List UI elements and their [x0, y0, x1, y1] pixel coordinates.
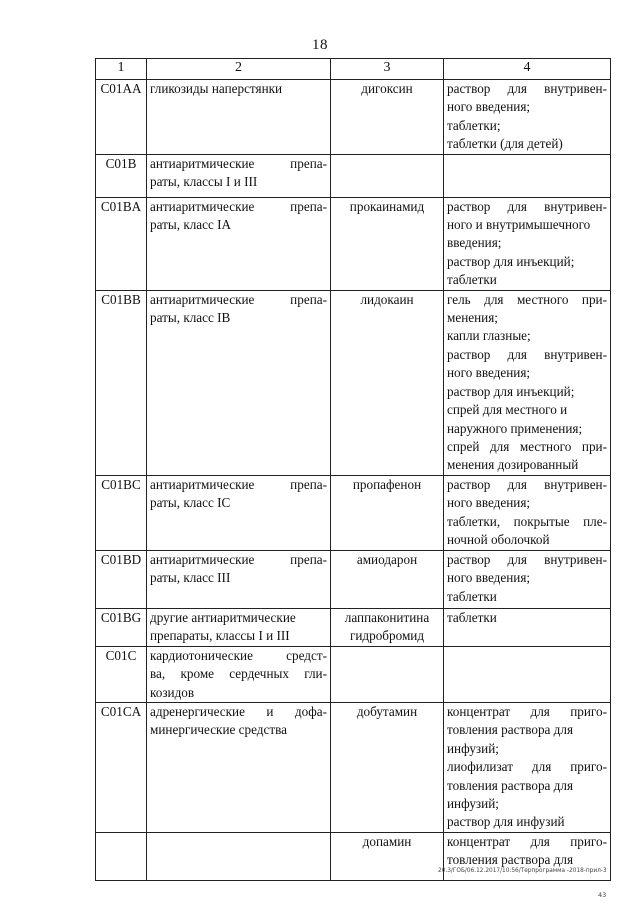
dosage-forms-line: таблетки — [447, 609, 497, 625]
dosage-forms-line: менения дозированный — [447, 457, 579, 473]
dosage-forms-line: капли глазные; — [447, 328, 531, 344]
pharmacological-group-line: гликозиды наперстянки — [150, 81, 283, 96]
dosage-forms-line: таблетки (для детей) — [447, 136, 563, 152]
document-footer: 20.3/ГОБ/06.12.2017/10:56/Терпрограмма -2018-прил-3 — [438, 868, 607, 874]
drug-name-line: пропафенон — [352, 476, 422, 492]
dosage-forms — [444, 608, 611, 646]
drug-name — [331, 197, 444, 290]
page-number: 18 — [312, 37, 328, 53]
pharmacological-group — [147, 702, 331, 832]
drug-name — [331, 154, 444, 197]
dosage-forms-line: товления раствора для — [447, 852, 574, 868]
pharmacological-group-line: другие антиаритмические — [150, 609, 296, 625]
pharmacological-group — [147, 832, 331, 880]
dosage-forms-line: раствор для внутривен- — [447, 198, 607, 214]
footer-page-number: 43 — [598, 891, 607, 899]
table-row — [96, 646, 611, 702]
pharmacological-group — [147, 80, 331, 155]
dosage-forms-line: таблетки; — [447, 117, 501, 133]
drug-name — [331, 550, 444, 608]
dosage-forms-line: ного и внутримышечного — [447, 217, 591, 233]
pharmacological-group — [147, 290, 331, 475]
pharmacological-group — [147, 646, 331, 702]
dosage-forms-line: ного введения; — [447, 495, 531, 511]
table-row — [96, 475, 611, 550]
atc-code: C01CA — [96, 702, 147, 832]
atc-code: C01BB — [96, 290, 147, 475]
dosage-forms — [444, 702, 611, 832]
pharmacological-group-line: раты, класс IA — [150, 217, 232, 233]
drug-name — [331, 832, 444, 880]
drug-name-line: дигоксин — [361, 81, 413, 96]
dosage-forms-line: гель для местного при- — [447, 291, 607, 307]
atc-code: C01BG — [96, 608, 147, 646]
pharmacological-group — [147, 475, 331, 550]
table-row — [96, 197, 611, 290]
pharmacological-group-line: антиаритмические препа- — [150, 476, 327, 492]
atc-code: C01BC — [96, 475, 147, 550]
pharmacological-group-line: раты, класс IB — [150, 310, 231, 326]
drug-name-line: прокаинамид — [349, 198, 425, 214]
drug-name — [331, 702, 444, 832]
dosage-forms-line: введения; — [447, 235, 502, 251]
dosage-forms-line: раствор для инъекций; — [447, 253, 575, 269]
drug-name — [331, 608, 444, 646]
drug-name — [331, 475, 444, 550]
drug-table — [95, 58, 611, 881]
header-col-1: 1 — [96, 59, 147, 80]
drug-name — [331, 646, 444, 702]
dosage-forms-line: товления раствора для — [447, 777, 574, 793]
drug-name-line: добутамин — [356, 703, 418, 719]
dosage-forms-line: раствор для внутривен- — [447, 551, 607, 567]
pharmacological-group-line: препараты, классы I и III — [150, 628, 290, 644]
dosage-forms-line: наружного применения; — [447, 420, 583, 436]
dosage-forms-line: ного введения; — [447, 365, 531, 381]
pharmacological-group-line: козидов — [150, 684, 195, 700]
drug-name-line: лаппаконитина — [344, 609, 430, 625]
dosage-forms-line: менения; — [447, 310, 498, 326]
atc-code: C01C — [96, 646, 147, 702]
dosage-forms — [444, 154, 611, 197]
table-row — [96, 290, 611, 475]
header-col-3: 3 — [331, 59, 444, 80]
drug-name — [331, 80, 444, 155]
atc-code: C01AA — [96, 80, 147, 155]
atc-code: C01B — [96, 154, 147, 197]
pharmacological-group-line: минергические средства — [150, 722, 288, 738]
pharmacological-group-line: антиаритмические препа- — [150, 198, 327, 214]
pharmacological-group-line: раты, класс IC — [150, 495, 231, 511]
dosage-forms-line: товления раствора для — [447, 722, 574, 738]
atc-code: C01BD — [96, 550, 147, 608]
dosage-forms-line: концентрат для приго- — [447, 703, 607, 719]
drug-name-line: гидробромид — [349, 628, 425, 644]
dosage-forms-line: инфузий; — [447, 795, 499, 811]
pharmacological-group — [147, 197, 331, 290]
table-row — [96, 80, 611, 155]
dosage-forms — [444, 646, 611, 702]
pharmacological-group — [147, 550, 331, 608]
drug-name-line: амиодарон — [356, 551, 418, 567]
dosage-forms-line: концентрат для приго- — [447, 833, 607, 849]
dosage-forms-line: лиофилизат для приго- — [447, 759, 607, 775]
atc-code: C01BA — [96, 197, 147, 290]
pharmacological-group-line: адренергические и дофа- — [150, 703, 327, 719]
dosage-forms-line: таблетки, покрытые пле- — [447, 513, 607, 529]
dosage-forms-line: раствор для внутривен- — [447, 346, 607, 362]
pharmacological-group-line: ва, кроме сердечных гли- — [150, 666, 327, 682]
drug-table-body — [96, 59, 611, 881]
dosage-forms-line: раствор для внутривен- — [447, 476, 607, 492]
dosage-forms — [444, 80, 611, 155]
dosage-forms-line: таблетки — [447, 588, 497, 604]
pharmacological-group-line: раты, классы I и III — [150, 174, 258, 190]
dosage-forms-line: раствор для инфузий — [447, 814, 565, 830]
dosage-forms-line: раствор для инъекций; — [447, 383, 575, 399]
dosage-forms — [444, 197, 611, 290]
header-col-4: 4 — [444, 59, 611, 80]
header-row — [96, 59, 611, 80]
dosage-forms-line: раствор для внутривен- — [447, 81, 607, 96]
dosage-forms-line: таблетки — [447, 272, 497, 288]
pharmacological-group — [147, 154, 331, 197]
dosage-forms — [444, 290, 611, 475]
pharmacological-group-line: раты, класс III — [150, 570, 231, 586]
dosage-forms-line: ного введения; — [447, 99, 531, 115]
drug-name — [331, 290, 444, 475]
dosage-forms — [444, 550, 611, 608]
dosage-forms-line: ного введения; — [447, 570, 531, 586]
drug-name-line: допамин — [362, 833, 412, 849]
pharmacological-group-line: антиаритмические препа- — [150, 155, 327, 171]
pharmacological-group — [147, 608, 331, 646]
pharmacological-group-line: антиаритмические препа- — [150, 551, 327, 567]
header-col-2: 2 — [147, 59, 331, 80]
table-row — [96, 154, 611, 197]
table-row — [96, 550, 611, 608]
drug-name-line: лидокаин — [360, 291, 414, 307]
pharmacological-group-line: кардиотонические средст- — [150, 647, 327, 663]
table-row — [96, 608, 611, 646]
pharmacological-group-line: антиаритмические препа- — [150, 291, 327, 307]
atc-code — [96, 832, 147, 880]
dosage-forms-line: инфузий; — [447, 740, 499, 756]
dosage-forms-line: спрей для местного и — [447, 402, 568, 418]
dosage-forms-line: спрей для местного при- — [447, 438, 607, 454]
dosage-forms-line: ночной оболочкой — [447, 531, 550, 547]
dosage-forms — [444, 475, 611, 550]
table-row — [96, 702, 611, 832]
